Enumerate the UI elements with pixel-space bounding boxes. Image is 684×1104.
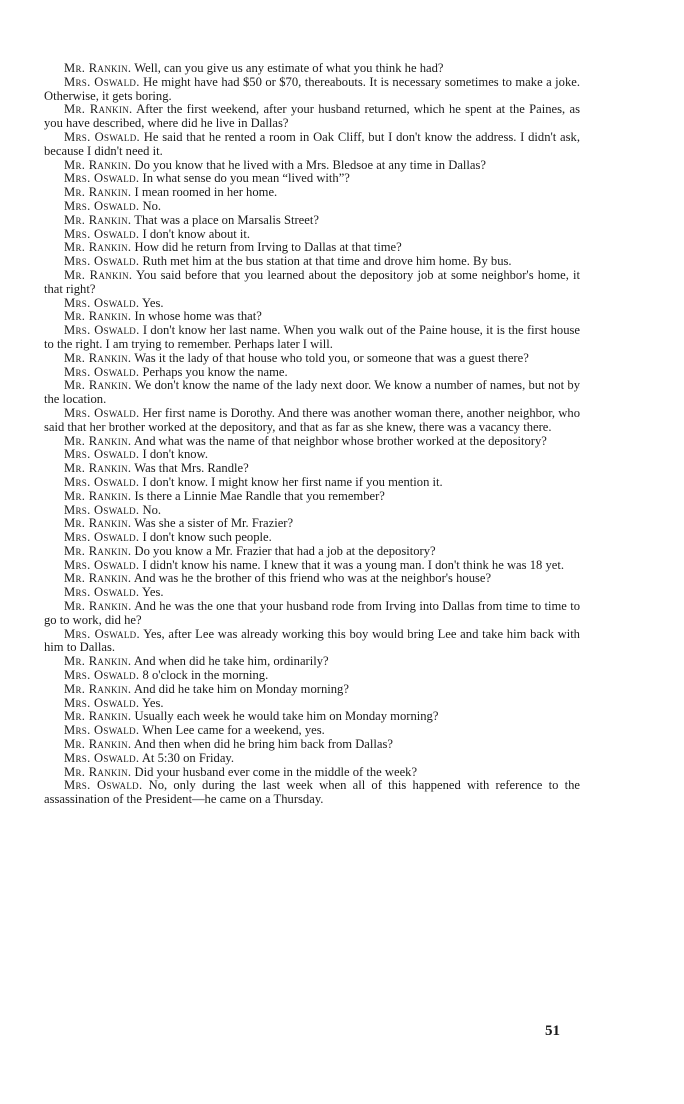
speech-text: Perhaps you know the name. — [142, 364, 288, 379]
testimony-paragraph — [44, 669, 580, 683]
speech-text: In what sense do you mean “lived with”? — [142, 171, 350, 186]
speaker-label: Mr. Rankin. — [64, 240, 132, 255]
speaker-label: Mr. Rankin. — [64, 681, 132, 696]
speech-text: Yes. — [142, 295, 164, 310]
speech-text: I don't know. — [142, 447, 208, 462]
speech-text: No. — [142, 198, 162, 213]
speech-text: When Lee came for a weekend, yes. — [142, 723, 325, 738]
testimony-paragraph — [44, 186, 580, 200]
speaker-label: Mr. Rankin. — [64, 599, 132, 614]
testimony-paragraph — [44, 683, 580, 697]
testimony-paragraph — [44, 710, 580, 724]
speech-text: He might have had $50 or $70, thereabouts. It is necessary sometimes to make a joke. Otherwise, it gets boring. — [44, 74, 580, 103]
speech-text: Is there a Linnie Mae Randle that you remember? — [134, 488, 385, 503]
testimony-paragraph — [44, 531, 580, 545]
testimony-paragraph — [44, 779, 580, 807]
testimony-paragraph — [44, 366, 580, 380]
testimony-paragraph — [44, 172, 580, 186]
speaker-label: Mr. Rankin. — [64, 516, 132, 531]
speaker-label: Mrs. Oswald. — [64, 171, 140, 186]
speaker-label: Mr. Rankin. — [64, 267, 133, 282]
speech-text: I don't know such people. — [142, 530, 272, 545]
transcript-body — [44, 62, 580, 807]
testimony-paragraph — [44, 310, 580, 324]
speaker-label: Mrs. Oswald. — [64, 778, 143, 793]
speaker-label: Mrs. Oswald. — [64, 723, 140, 738]
speaker-label: Mr. Rankin. — [64, 571, 132, 586]
speech-text: No. — [142, 502, 162, 517]
speaker-label: Mr. Rankin. — [64, 737, 132, 752]
speaker-label: Mr. Rankin. — [64, 102, 133, 117]
testimony-paragraph — [44, 407, 580, 435]
speaker-label: Mr. Rankin. — [64, 488, 132, 503]
testimony-paragraph — [44, 159, 580, 173]
speaker-label: Mrs. Oswald. — [64, 750, 140, 765]
speaker-label: Mr. Rankin. — [64, 543, 132, 558]
testimony-paragraph — [44, 435, 580, 449]
speaker-label: Mrs. Oswald. — [64, 502, 140, 517]
speaker-label: Mrs. Oswald. — [64, 557, 140, 572]
speaker-label: Mrs. Oswald. — [64, 254, 140, 269]
speech-text: I don't know. I might know her first name if you mention it. — [142, 474, 443, 489]
speech-text: Do you know that he lived with a Mrs. Bledsoe at any time in Dallas? — [134, 157, 487, 172]
speaker-label: Mrs. Oswald. — [64, 74, 140, 89]
testimony-paragraph — [44, 545, 580, 559]
speaker-label: Mrs. Oswald. — [64, 226, 140, 241]
speaker-label: Mrs. Oswald. — [64, 295, 140, 310]
testimony-paragraph — [44, 628, 580, 656]
speech-text: At 5:30 on Friday. — [141, 750, 235, 765]
speech-text: I don't know her last name. When you walk out of the Paine house, it is the first house to the right. I am trying to remember. Perhaps later I will. — [44, 323, 580, 351]
testimony-paragraph — [44, 752, 580, 766]
speech-text: After the first weekend, after your husband returned, which he spent at the Paines, as you have described, where did he live in Dallas? — [44, 102, 580, 131]
speech-text: And what was the name of that neighbor whose brother worked at the depository? — [133, 433, 547, 448]
testimony-paragraph — [44, 214, 580, 228]
speech-text: And was he the brother of this friend who was at the neighbor's house? — [133, 571, 492, 586]
speaker-label: Mr. Rankin. — [64, 350, 132, 365]
speaker-label: Mr. Rankin. — [64, 709, 132, 724]
testimony-paragraph — [44, 228, 580, 242]
speaker-label: Mr. Rankin. — [64, 433, 132, 448]
testimony-paragraph — [44, 200, 580, 214]
speech-text: He said that he rented a room in Oak Cliff, but I don't know the address. I didn't ask, because I didn't need it. — [44, 129, 580, 158]
speaker-label: Mrs. Oswald. — [64, 626, 140, 641]
speaker-label: Mrs. Oswald. — [64, 695, 140, 710]
speaker-label: Mr. Rankin. — [64, 654, 132, 669]
speech-text: And he was the one that your husband rode from Irving into Dallas from time to time to go to work, did he? — [44, 599, 580, 627]
speech-text: That was a place on Marsalis Street? — [134, 212, 319, 227]
speech-text: I mean roomed in her home. — [134, 185, 278, 200]
speech-text: Her first name is Dorothy. And there was another woman there, another neighbor, who said that her brother worked at the depository, and that as far as she knew, there was a vacancy there. — [44, 405, 580, 434]
testimony-paragraph — [44, 448, 580, 462]
speaker-label: Mr. Rankin. — [64, 212, 132, 227]
testimony-paragraph — [44, 241, 580, 255]
speaker-label: Mrs. Oswald. — [64, 668, 140, 683]
testimony-paragraph — [44, 490, 580, 504]
testimony-paragraph — [44, 600, 580, 628]
testimony-paragraph — [44, 517, 580, 531]
speaker-label: Mr. Rankin. — [64, 378, 132, 393]
testimony-paragraph — [44, 62, 580, 76]
speaker-label: Mrs. Oswald. — [64, 585, 140, 600]
speech-text: Yes. — [142, 695, 164, 710]
testimony-paragraph — [44, 352, 580, 366]
speech-text: No, only during the last week when all of this happened with reference to the assassination of the President—he came on a Thursday. — [44, 778, 580, 807]
speech-text: Was that Mrs. Randle? — [134, 461, 249, 476]
speaker-label: Mrs. Oswald. — [64, 323, 140, 338]
testimony-paragraph — [44, 131, 580, 159]
speaker-label: Mr. Rankin. — [64, 461, 132, 476]
speech-text: You said before that you learned about the depository job at some neighbor's home, it that right? — [44, 267, 580, 296]
speech-text: Yes, after Lee was already working this boy would bring Lee and take him back with him to Dallas. — [44, 626, 580, 655]
testimony-paragraph — [44, 76, 580, 104]
speaker-label: Mrs. Oswald. — [64, 405, 140, 420]
speech-text: I didn't know his name. I knew that it was a young man. I don't think he was 18 yet. — [142, 557, 564, 572]
speaker-label: Mrs. Oswald. — [64, 530, 140, 545]
speaker-label: Mr. Rankin. — [64, 185, 132, 200]
speaker-label: Mr. Rankin. — [64, 309, 132, 324]
speech-text: In whose home was that? — [134, 309, 262, 324]
testimony-paragraph — [44, 476, 580, 490]
testimony-paragraph — [44, 255, 580, 269]
speech-text: Usually each week he would take him on Monday morning? — [134, 709, 439, 724]
testimony-paragraph — [44, 462, 580, 476]
speech-text: And when did he take him, ordinarily? — [133, 654, 329, 669]
testimony-paragraph — [44, 572, 580, 586]
testimony-paragraph — [44, 324, 580, 352]
testimony-paragraph — [44, 766, 580, 780]
testimony-paragraph — [44, 697, 580, 711]
speech-text: I don't know about it. — [142, 226, 251, 241]
speaker-label: Mrs. Oswald. — [64, 474, 140, 489]
testimony-paragraph — [44, 738, 580, 752]
testimony-paragraph — [44, 269, 580, 297]
speech-text: Was she a sister of Mr. Frazier? — [134, 516, 294, 531]
speech-text: Did your husband ever come in the middle of the week? — [134, 764, 418, 779]
testimony-paragraph — [44, 724, 580, 738]
speaker-label: Mr. Rankin. — [64, 157, 132, 172]
testimony-paragraph — [44, 504, 580, 518]
speech-text: Do you know a Mr. Frazier that had a job at the depository? — [134, 543, 436, 558]
testimony-paragraph — [44, 559, 580, 573]
speaker-label: Mrs. Oswald. — [64, 198, 140, 213]
testimony-paragraph — [44, 103, 580, 131]
speech-text: Ruth met him at the bus station at that time and drove him home. By bus. — [142, 254, 512, 269]
speech-text: We don't know the name of the lady next door. We know a number of names, but not by the location. — [44, 378, 580, 407]
testimony-paragraph — [44, 586, 580, 600]
speech-text: How did he return from Irving to Dallas at that time? — [134, 240, 402, 255]
speech-text: Yes. — [142, 585, 164, 600]
page-number: 51 — [545, 1023, 560, 1039]
speech-text: And then when did he bring him back from Dallas? — [133, 737, 393, 752]
speech-text: 8 o'clock in the morning. — [142, 668, 269, 683]
speech-text: Well, can you give us any estimate of what you think he had? — [134, 61, 444, 75]
testimony-paragraph — [44, 655, 580, 669]
speaker-label: Mr. Rankin. — [64, 61, 132, 75]
testimony-paragraph — [44, 297, 580, 311]
testimony-paragraph — [44, 379, 580, 407]
speaker-label: Mrs. Oswald. — [64, 364, 140, 379]
speaker-label: Mr. Rankin. — [64, 764, 132, 779]
speech-text: And did he take him on Monday morning? — [133, 681, 349, 696]
speaker-label: Mrs. Oswald. — [64, 129, 140, 144]
speaker-label: Mrs. Oswald. — [64, 447, 140, 462]
speech-text: Was it the lady of that house who told you, or someone that was a guest there? — [134, 350, 529, 365]
